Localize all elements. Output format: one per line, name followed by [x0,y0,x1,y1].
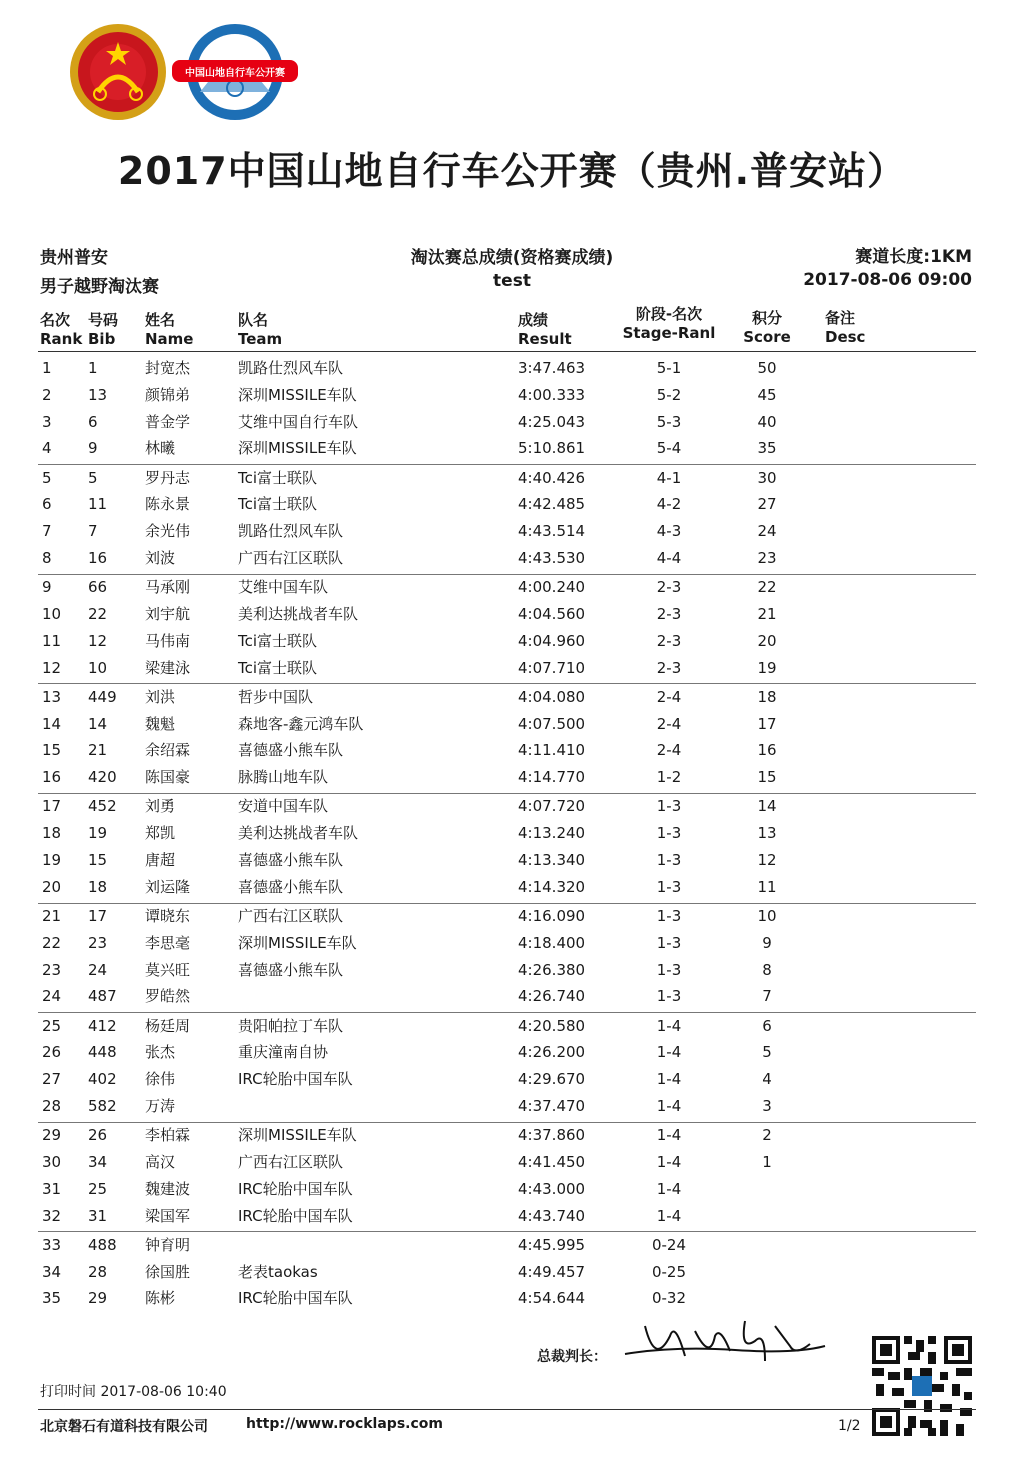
cell-team: 深圳MISSILE车队 [238,385,357,404]
cell-team: 深圳MISSILE车队 [238,1126,357,1145]
header-stage: 阶段-名次 Stage-Ranl [622,305,716,342]
cell-name: 刘波 [145,549,176,567]
cell-stage: 1-3 [656,907,682,925]
cell-bib: 11 [88,495,108,514]
cell-stage: 1-4 [656,1179,682,1198]
location-label: 贵州普安 [40,248,108,268]
cell-name: 张杰 [145,1043,176,1062]
cell-bib: 6 [88,412,98,431]
cell-stage: 4-4 [656,549,682,567]
cell-rank: 15 [42,741,62,760]
cell-bib: 23 [88,933,108,952]
cell-score: 10 [757,907,777,925]
cell-result: 5:10.861 [518,439,586,458]
cell-bib: 13 [88,385,108,404]
cell-rank: 33 [42,1235,62,1254]
header-divider [38,351,976,352]
cell-score: 9 [762,933,772,952]
cell-rank: 1 [42,359,52,377]
table-row [0,904,1024,930]
cell-name: 郑凯 [145,824,176,843]
table-row [0,685,1024,711]
cell-stage: 5-4 [656,439,682,458]
cell-score: 24 [757,522,777,541]
cell-result: 4:43.000 [518,1179,586,1198]
cell-stage: 1-3 [656,797,682,816]
cell-bib: 7 [88,522,98,541]
cell-score: 18 [757,687,777,706]
cell-rank: 35 [42,1289,62,1308]
cell-stage: 1-4 [656,1206,682,1225]
cell-rank: 34 [42,1262,62,1281]
cell-result: 4:26.200 [518,1043,586,1062]
cell-result: 4:18.400 [518,933,586,952]
cell-rank: 21 [42,907,62,925]
table-row [0,1094,1024,1120]
cell-name: 罗皓然 [145,987,191,1006]
cell-name: 刘洪 [145,687,176,706]
cell-bib: 9 [88,439,98,458]
cell-result: 4:20.580 [518,1016,586,1035]
table-row [0,656,1024,682]
cell-result: 4:04.960 [518,631,586,650]
cell-team: IRC轮胎中国车队 [238,1179,353,1198]
cell-stage: 5-1 [656,359,682,377]
cell-bib: 488 [88,1235,117,1254]
cell-team: 美利达挑战者车队 [238,824,359,843]
cell-team: 深圳MISSILE车队 [238,933,357,952]
company-url: http://www.rocklaps.com [246,1416,443,1432]
badge-text: 中国山地自行车公开赛 [185,68,285,79]
cell-bib: 1 [88,359,98,377]
cell-rank: 14 [42,714,62,733]
cell-result: 4:14.320 [518,877,586,896]
cell-stage: 5-3 [656,412,682,431]
cell-result: 4:25.043 [518,412,586,431]
cell-rank: 32 [42,1206,62,1225]
cell-result: 4:07.710 [518,658,586,677]
cell-rank: 31 [42,1179,62,1198]
cell-bib: 5 [88,468,98,487]
cell-team: 喜德盛小熊车队 [238,851,344,869]
cell-result: 4:54.644 [518,1289,586,1308]
cell-team: 老表taokas [238,1262,318,1281]
cell-stage: 1-3 [656,824,682,843]
cell-score: 16 [757,741,777,760]
cell-stage: 5-2 [656,385,682,404]
cell-score: 19 [757,658,777,677]
table-row [0,1233,1024,1259]
print-time: 打印时间 2017-08-06 10:40 [40,1384,227,1400]
cell-score: 20 [757,631,777,650]
cell-team: 艾维中国自行车队 [238,412,359,431]
cell-name: 万涛 [145,1097,176,1115]
cell-result: 4:45.995 [518,1235,586,1254]
cell-bib: 34 [88,1153,108,1171]
cell-stage: 1-3 [656,987,682,1006]
cell-bib: 16 [88,549,108,567]
cell-result: 4:26.380 [518,960,586,979]
cell-bib: 452 [88,797,117,816]
cell-stage: 2-3 [656,658,682,677]
cell-result: 4:13.240 [518,824,586,843]
cell-name: 颜锦弟 [145,385,191,404]
cell-name: 陈彬 [145,1289,176,1308]
cell-rank: 2 [42,385,52,404]
table-row [0,821,1024,847]
cell-stage: 4-1 [656,468,682,487]
cell-result: 4:11.410 [518,741,586,760]
cell-score: 17 [757,714,777,733]
cell-team: 脉腾山地车队 [238,768,329,787]
cell-team: 重庆潼南自协 [238,1043,329,1062]
cell-stage: 2-3 [656,631,682,650]
cell-bib: 17 [88,907,108,925]
cell-rank: 17 [42,797,62,816]
footer-divider [38,1409,976,1410]
cell-result: 4:04.080 [518,687,586,706]
cell-result: 4:16.090 [518,907,586,925]
cell-bib: 448 [88,1043,117,1062]
cell-rank: 30 [42,1153,62,1171]
cell-team: 凯路仕烈风车队 [238,359,344,377]
cell-result: 4:07.720 [518,797,586,816]
cell-bib: 31 [88,1206,108,1225]
cell-score: 6 [762,1016,772,1035]
cell-name: 徐伟 [145,1070,176,1089]
race-datetime: 2017-08-06 09:00 [803,270,972,290]
table-row [0,1040,1024,1066]
table-row [0,602,1024,628]
cell-team: 喜德盛小熊车队 [238,960,344,979]
cell-result: 4:29.670 [518,1070,586,1089]
cell-bib: 19 [88,824,108,843]
cell-name: 林曦 [145,439,176,458]
cell-result: 4:07.500 [518,714,586,733]
table-row [0,848,1024,874]
cell-rank: 4 [42,439,52,458]
cell-team: 喜德盛小熊车队 [238,877,344,896]
cell-bib: 12 [88,631,108,650]
header-team: 队名 Team [238,311,283,348]
cell-team: 深圳MISSILE车队 [238,439,357,458]
cell-rank: 3 [42,412,52,431]
cell-bib: 25 [88,1179,108,1198]
cell-rank: 11 [42,631,62,650]
cell-bib: 29 [88,1289,108,1308]
cell-name: 魏魁 [145,714,176,733]
cell-rank: 28 [42,1097,62,1115]
cell-bib: 15 [88,851,108,869]
cell-bib: 66 [88,578,108,597]
table-row [0,875,1024,901]
cell-score: 2 [762,1126,772,1145]
table-row [0,436,1024,462]
cell-result: 4:43.530 [518,549,586,567]
cell-stage: 1-3 [656,877,682,896]
cell-result: 4:40.426 [518,468,586,487]
cell-stage: 1-4 [656,1126,682,1145]
cell-rank: 12 [42,658,62,677]
cell-score: 13 [757,824,777,843]
cell-bib: 449 [88,687,117,706]
page-number: 1/2 [838,1418,861,1434]
cell-result: 4:43.740 [518,1206,586,1225]
cell-score: 22 [757,578,777,597]
cell-bib: 28 [88,1262,108,1281]
cell-team: 安道中国车队 [238,797,329,816]
cell-name: 谭晓东 [145,907,191,925]
header-desc: 备注 Desc [825,309,866,346]
cell-rank: 29 [42,1126,62,1145]
cell-score: 35 [757,439,777,458]
cell-name: 余绍霖 [145,741,191,760]
cell-result: 4:00.240 [518,578,586,597]
cell-score: 30 [757,468,777,487]
table-row [0,738,1024,764]
cell-result: 4:37.860 [518,1126,586,1145]
cell-name: 徐国胜 [145,1262,191,1281]
cell-name: 李思毫 [145,933,191,952]
cell-stage: 2-3 [656,578,682,597]
company-name: 北京磐石有道科技有限公司 [40,1419,208,1435]
cell-result: 4:43.514 [518,522,586,541]
cell-bib: 18 [88,877,108,896]
cell-rank: 25 [42,1016,62,1035]
cell-score: 23 [757,549,777,567]
cell-score: 14 [757,797,777,816]
cell-name: 马伟南 [145,631,191,650]
cell-name: 刘运隆 [145,877,191,896]
table-row [0,383,1024,409]
cell-name: 唐超 [145,851,176,869]
header-score: 积分 Score [743,309,791,346]
header-result: 成绩 Result [518,311,572,348]
cell-rank: 24 [42,987,62,1006]
cell-team: Tci富士联队 [238,495,318,514]
cell-rank: 7 [42,522,52,541]
cell-bib: 24 [88,960,108,979]
cell-stage: 1-2 [656,768,682,787]
cell-stage: 2-4 [656,714,682,733]
cell-bib: 582 [88,1097,117,1115]
cell-team: 广西右江区联队 [238,549,344,567]
cell-stage: 1-3 [656,933,682,952]
cell-stage: 2-4 [656,741,682,760]
cell-stage: 1-4 [656,1043,682,1062]
cell-bib: 14 [88,714,108,733]
table-row [0,1067,1024,1093]
cell-result: 4:49.457 [518,1262,586,1281]
cell-name: 李柏霖 [145,1126,191,1145]
cell-name: 封宽杰 [145,359,191,377]
cell-rank: 19 [42,851,62,869]
cell-stage: 2-4 [656,687,682,706]
cell-score: 50 [757,359,777,377]
table-row [0,1260,1024,1286]
cell-stage: 1-3 [656,851,682,869]
cell-stage: 1-4 [656,1097,682,1115]
table-row [0,984,1024,1010]
cell-name: 杨廷周 [145,1016,191,1035]
cell-bib: 412 [88,1016,117,1035]
cell-bib: 402 [88,1070,117,1089]
table-row [0,629,1024,655]
table-row [0,1150,1024,1176]
cell-name: 高汉 [145,1153,176,1171]
cell-rank: 26 [42,1043,62,1062]
cell-stage: 1-3 [656,960,682,979]
cell-rank: 27 [42,1070,62,1089]
cell-result: 4:42.485 [518,495,586,514]
table-row [0,546,1024,572]
cell-bib: 487 [88,987,117,1006]
table-row [0,1123,1024,1149]
cell-team: 凯路仕烈风车队 [238,522,344,541]
cell-rank: 18 [42,824,62,843]
cell-rank: 9 [42,578,52,597]
cell-result: 4:14.770 [518,768,586,787]
cell-name: 普金学 [145,412,191,431]
cell-stage: 0-25 [651,1262,687,1281]
cell-rank: 5 [42,468,52,487]
table-row [0,958,1024,984]
table-row [0,931,1024,957]
table-row [0,1177,1024,1203]
cell-stage: 4-3 [656,522,682,541]
cell-score: 4 [762,1070,772,1089]
report-title: 淘汰赛总成绩(资格赛成绩) [410,248,614,268]
cell-rank: 23 [42,960,62,979]
signature-icon [615,1306,835,1386]
cell-score: 5 [762,1043,772,1062]
cell-name: 梁国军 [145,1206,191,1225]
cell-stage: 0-24 [651,1235,687,1254]
cell-rank: 16 [42,768,62,787]
cell-team: IRC轮胎中国车队 [238,1070,353,1089]
cell-rank: 10 [42,605,62,623]
course-length: 赛道长度:1KM [855,247,972,267]
cell-rank: 8 [42,549,52,567]
cell-name: 罗丹志 [145,468,191,487]
cell-bib: 420 [88,768,117,787]
table-row [0,466,1024,492]
cell-stage: 0-32 [651,1289,687,1308]
cell-bib: 26 [88,1126,108,1145]
cell-stage: 1-4 [656,1016,682,1035]
cell-stage: 4-2 [656,495,682,514]
cell-result: 3:47.463 [518,359,586,377]
table-row [0,794,1024,820]
cell-team: IRC轮胎中国车队 [238,1206,353,1225]
cell-name: 刘勇 [145,797,176,816]
cell-result: 4:00.333 [518,385,586,404]
cell-result: 4:26.740 [518,987,586,1006]
cell-name: 魏建波 [145,1179,191,1198]
cell-result: 4:37.470 [518,1097,586,1115]
cell-score: 15 [757,768,777,787]
cell-team: 喜德盛小熊车队 [238,741,344,760]
cell-score: 12 [757,851,777,869]
header-bib: 号码 Bib [88,311,119,348]
cell-score: 8 [762,960,772,979]
cell-score: 40 [757,412,777,431]
cell-team: IRC轮胎中国车队 [238,1289,353,1308]
cell-name: 陈国豪 [145,768,191,787]
report-subtitle: test [493,271,531,291]
cell-team: 美利达挑战者车队 [238,605,359,623]
cell-name: 刘宇航 [145,605,191,623]
cell-score: 11 [757,877,777,896]
table-row [0,519,1024,545]
cell-team: 森地客-鑫元鸿车队 [238,714,364,733]
cell-score: 27 [757,495,777,514]
table-row [0,765,1024,791]
qr-code-icon [872,1336,972,1436]
page-title: 2017中国山地自行车公开赛（贵州.普安站） [117,149,907,193]
cell-bib: 21 [88,741,108,760]
cell-rank: 6 [42,495,52,514]
cell-score: 21 [757,605,777,623]
cell-result: 4:04.560 [518,605,586,623]
cell-name: 马承刚 [145,578,191,597]
cell-name: 钟育明 [145,1235,191,1254]
cell-team: Tci富士联队 [238,631,318,650]
header-rank: 名次 Rank [40,311,83,348]
cell-team: Tci富士联队 [238,468,318,487]
cell-result: 4:41.450 [518,1153,586,1171]
table-row [0,1286,1024,1312]
cycling-association-logo-icon [68,22,168,122]
cell-score: 7 [762,987,772,1006]
cell-rank: 13 [42,687,62,706]
cell-team: 哲步中国队 [238,687,314,706]
cell-rank: 22 [42,933,62,952]
cell-team: 广西右江区联队 [238,907,344,925]
table-row [0,356,1024,382]
chief-judge-label: 总裁判长： [537,1349,607,1365]
cell-result: 4:13.340 [518,851,586,869]
cell-score: 3 [762,1097,772,1115]
cell-bib: 22 [88,605,108,623]
header-name: 姓名 Name [145,311,194,348]
table-row [0,1014,1024,1040]
cell-rank: 20 [42,877,62,896]
cell-team: 艾维中国车队 [238,578,329,597]
table-row [0,492,1024,518]
cell-name: 莫兴旺 [145,960,191,979]
table-row [0,712,1024,738]
cell-score: 45 [757,385,777,404]
cell-bib: 10 [88,658,108,677]
cell-score: 1 [762,1153,772,1171]
cell-name: 陈永景 [145,495,191,514]
table-row [0,1204,1024,1230]
cell-stage: 1-4 [656,1070,682,1089]
cell-team: Tci富士联队 [238,658,318,677]
cell-team: 贵阳帕拉丁车队 [238,1016,344,1035]
cell-stage: 2-3 [656,605,682,623]
cell-team: 广西右江区联队 [238,1153,344,1171]
table-row [0,410,1024,436]
cell-stage: 1-4 [656,1153,682,1171]
cell-name: 余光伟 [145,522,191,541]
cell-name: 梁建泳 [145,658,191,677]
event-label: 男子越野淘汰赛 [40,277,159,297]
table-row [0,575,1024,601]
